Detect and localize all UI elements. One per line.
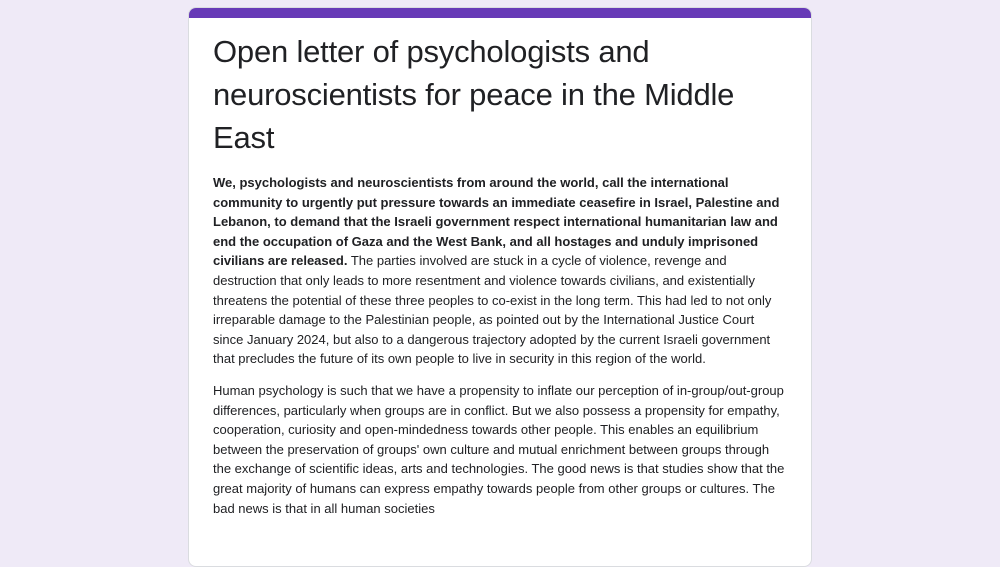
description-paragraph-1-text: The parties involved are stuck in a cycle of violence, revenge and destruction that only leads to more resentment and violence towards civilians, and existentially threatens the potential of these three peoples to co-exist in the long term. This had led to not only irreparable damage to the Palestinian people, as pointed out by the International Justice Court since January 2024, but also to a dangerous trajectory adopted by the current Israeli government that precludes the future of its own people to live in security in this region of the world. bbox=[213, 253, 772, 367]
form-header-content bbox=[213, 30, 787, 530]
description-bold-statement: We, psychologists and neuroscientists from around the world, call the international community to urgently put pressure towards an immediate ceasefire in Israel, Palestine and Lebanon, to demand that the Israeli government respect international humanitarian law and end the occupation of Gaza and the West Bank, and all hostages and unduly imprisoned civilians are released. bbox=[213, 175, 780, 269]
form-header-card bbox=[188, 7, 812, 567]
form-description bbox=[213, 173, 787, 518]
form-accent-bar bbox=[189, 8, 811, 18]
form-title: Open letter of psychologists and neuroscientists for peace in the Middle East bbox=[213, 34, 735, 155]
description-paragraph-2: Human psychology is such that we have a propensity to inflate our perception of in-group/out-group differences, particularly when groups are in conflict. But we also possess a propensity for empathy, cooperation, curiosity and open-mindedness towards other people. This enables an equilibrium between the preservation of groups' own culture and mutual enrichment between groups through the exchange of scientific ideas, arts and technologies. The good news is that studies show that the great majority of humans can express empathy towards people from other groups or cultures. The bad news is that in all human societies bbox=[213, 382, 785, 516]
description-paragraph-1 bbox=[213, 173, 787, 369]
